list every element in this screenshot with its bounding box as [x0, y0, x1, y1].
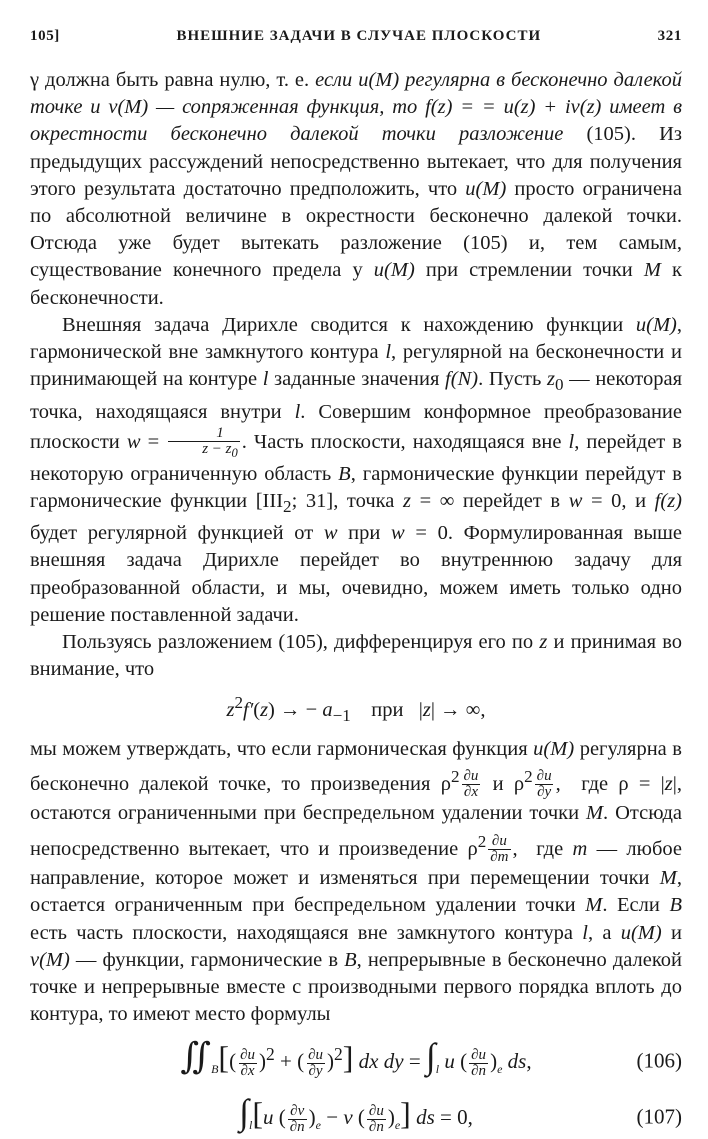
paragraph-3: Пользуясь разложением (105), дифференцируя его по z и принимая во внимание, что: [30, 631, 682, 681]
running-header: [30, 28, 682, 45]
formula-limit: $z^2f'(z)$ → − $a_{-1}$ при |z| → ∞,: [226, 693, 486, 726]
equation-106: $∬_B$[( $\frac{\partial u}{\partial x}$ )$^2$ + ( $\frac{\partial u}{\partial y}$ )$^2$] dx dy = $\int_l$ u ( $\frac{\partial u}{\partial n}$ )$_e$ ds, (106): [180, 1036, 682, 1080]
paragraph-4: мы можем утверждать, что если гармоническая функция u(M) регулярна в бесконечно далекой точке, то произведения $\rho^2$ $\frac{\partial u}{\partial x}$ и $\rho^2$ $\frac{\partial u}{\partial y}$ , где ρ = |z|, остаются ограниченными при беспредельном удалении точки M. Отсюда непосредственно вытекает, что и произведение $\rho^2$ $\frac{\partial u}{\partial m}$ , где m — любое направление, которое может и изменяться при перемещении точки M, остается ограниченным при беспредельном удалении точки M. Если B есть часть плоскости, находящаяся вне замкнутого контура l, а u(M) и v(M) — функции, гармонические в B, непрерывные в бесконечно далекой точке и непрерывные вместе с производными первого порядка вплоть до контура, то имеют место формулы: [30, 737, 683, 1026]
paragraph-2: Внешняя задача Дирихле сводится к нахождению функции u(M), гармонической вне замкнутого контура l, регулярной на бесконечности и принимающей на контуре l заданные значения f(N). Пусть $z_0$ — некоторая точка, находящаяся внутри l. Совершим конформное преобразование плоскости w = $\frac{1}{z - z_0}$ . Часть плоскости, находящаяся вне l, перейдет в некоторую ограниченную область B, гармонические функции перейдут в гармонические функции [$III_2$; 31], точка z = ∞ перейдет в w = 0, и f(z) будет регулярной функцией от w при w = 0. Формулированная выше внешняя задача Дирихле перейдет во внутреннюю задачу для преобразованной области, и мы, очевидно, можем иметь только одно решение поставленной задачи.: [30, 313, 683, 626]
equation-number-106: (106): [636, 1048, 682, 1073]
page-body: [30, 67, 682, 1139]
running-title: ВНЕШНИЕ ЗАДАЧИ В СЛУЧАЕ ПЛОСКОСТИ: [176, 28, 542, 44]
paragraph-1: γ должна быть равна нулю, т. е. если u(M) регулярна в бесконечно далекой точке и v(M) — сопряженная функция, то f(z) = = u(z) + iv(z) имеет в окрестности бесконечно далекой точки разложение (105). Из предыдущих рассуждений непосредственно вытекает, что для получения этого результата достаточно предположить, что u(M) просто ограничена по абсолютной величине в окрестности бесконечно далекой точки. Отсюда уже будет вытекать разложение (105) и, тем самым, существование конечного предела у u(M) при стремлении точки M к бесконечности.: [30, 69, 682, 309]
page-number: 321: [657, 28, 682, 44]
equation-number-107: (107): [636, 1103, 682, 1128]
section-number: 105]: [30, 28, 60, 44]
fraction: $\frac{1}{z - z_0}$: [168, 426, 240, 461]
equation-107: $\int_l[u$ ( $\frac{\partial v}{\partial n}$ )$_e - v$ ( $\frac{\partial u}{\partial n}$ )$_e$] ds = 0, (107): [239, 1091, 682, 1135]
